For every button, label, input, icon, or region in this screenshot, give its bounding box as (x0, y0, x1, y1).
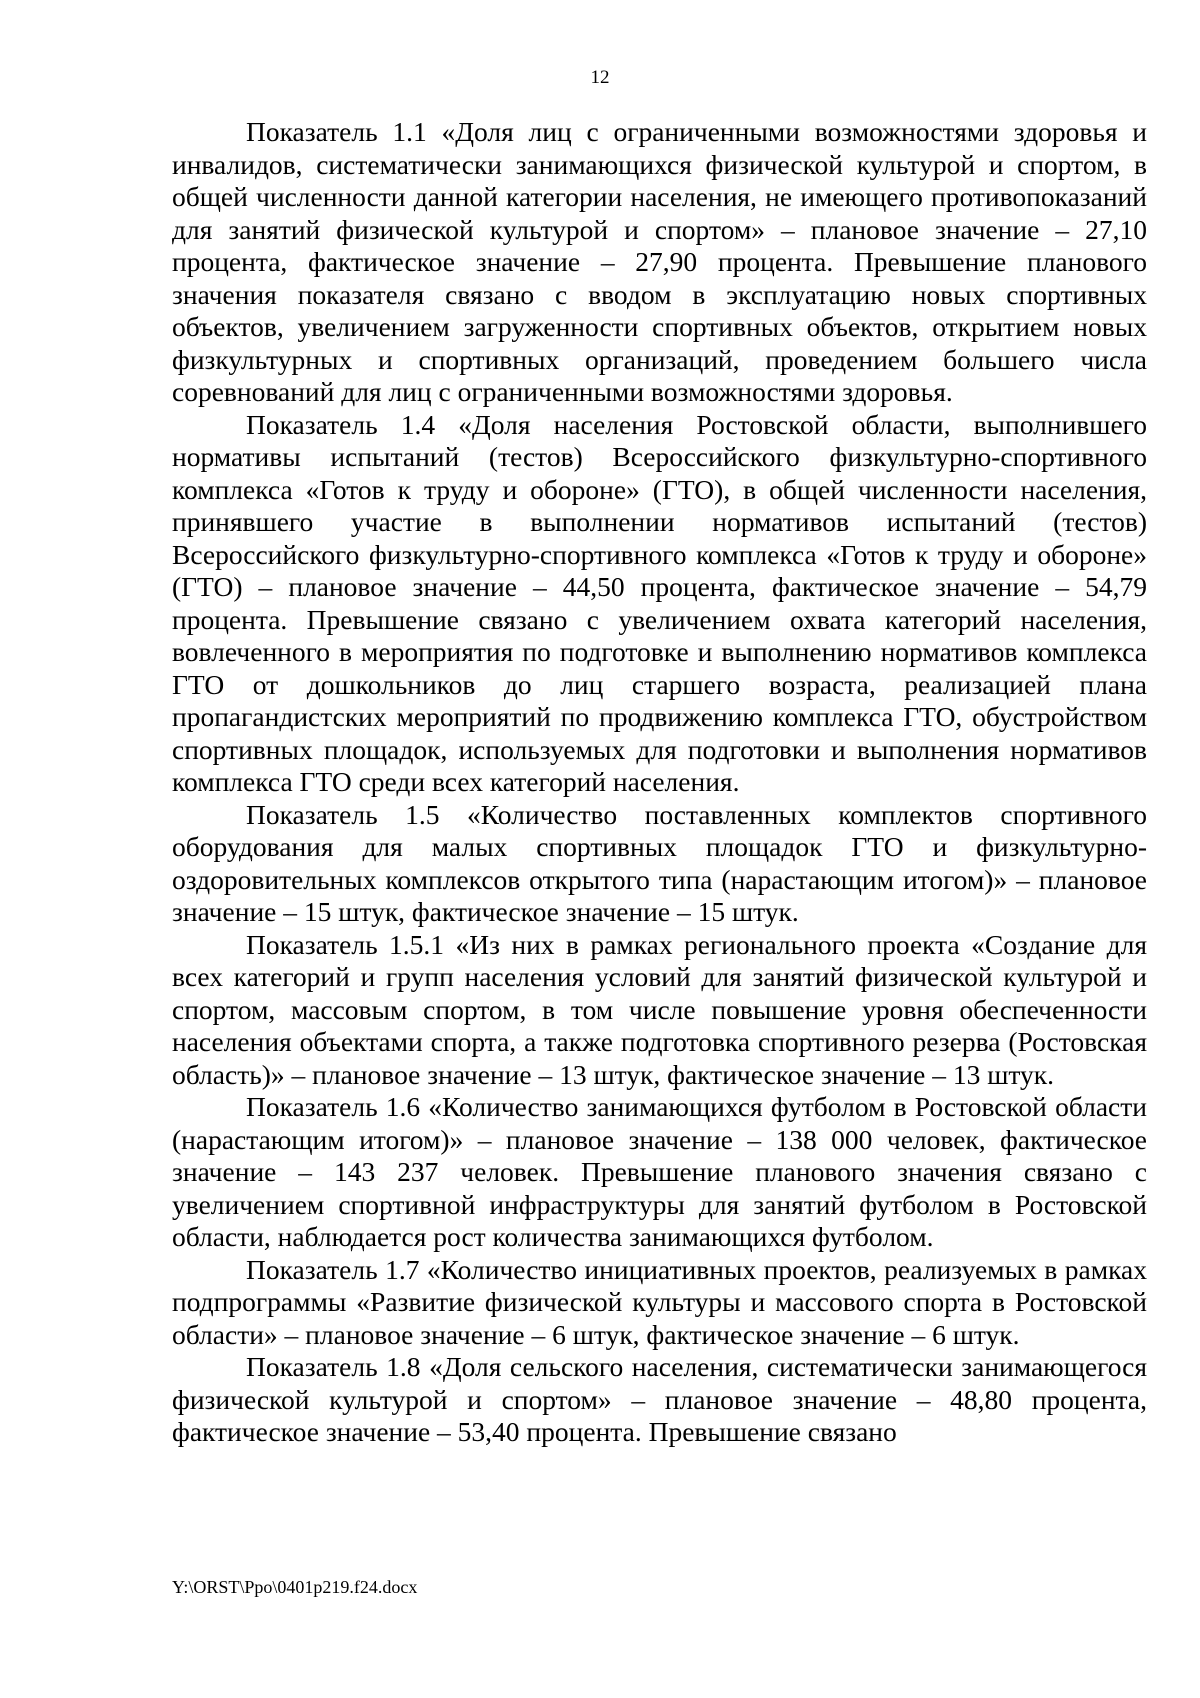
paragraph-indicator-1-5: Показатель 1.5 «Количество поставленных комплектов спортивного оборудования для малых спортивных площадок ГТО и физкультурно-оздоровительных комплексов открытого типа (нарастающим итогом)» – плановое значение – 15 штук, фактическое значение – 15 штук. (172, 798, 1147, 927)
page-number: 12 (590, 67, 610, 88)
paragraph-indicator-1-5-1: Показатель 1.5.1 «Из них в рамках регионального проекта «Создание для всех категорий и групп населения условий для занятий физической культурой и спортом, массовым спортом, в том числе повышение уровня обеспеченности населения объектами спорта, а также подготовка спортивного резерва (Ростовская область)» – плановое значение – 13 штук, фактическое значение – 13 штук. (172, 928, 1147, 1090)
paragraph-indicator-1-6: Показатель 1.6 «Количество занимающихся футболом в Ростовской области (нарастающим итогом)» – плановое значение – 138 000 человек, фактическое значение – 143 237 человек. Превышение планового значения связано с увеличением спортивной инфраструктуры для занятий футболом в Ростовской области, наблюдается рост количества занимающихся футболом. (172, 1091, 1147, 1252)
paragraph-indicator-1-7: Показатель 1.7 «Количество инициативных проектов, реализуемых в рамках подпрограммы «Развитие физической культуры и массового спорта в Ростовской области» – плановое значение – 6 штук, фактическое значение – 6 штук. (172, 1253, 1147, 1350)
paragraph-indicator-1-4: Показатель 1.4 «Доля населения Ростовской области, выполнившего нормативы испытаний (тестов) Всероссийского физкультурно-спортивного комплекса «Готов к труду и обороне» (ГТО), в общей численности населения, принявшего участие в выполнении нормативов испытаний (тестов) Всероссийского физкультурно-спортивного комплекса «Готов к труду и обороне» (ГТО) – плановое значение – 44,50 процента, фактическое значение – 54,79 процента. Превышение связано с увеличением охвата категорий населения, вовлеченного в мероприятия по подготовке и выполнению нормативов комплекса ГТО от дошкольников до лиц старшего возраста, реализацией плана пропагандистских мероприятий по продвижению комплекса ГТО, обустройством спортивных площадок, используемых для подготовки и выполнения нормативов комплекса ГТО среди всех категорий населения. (172, 408, 1147, 797)
paragraph-indicator-1-1: Показатель 1.1 «Доля лиц с ограниченными возможностями здоровья и инвалидов, систематически занимающихся физической культурой и спортом, в общей численности данной категории населения, не имеющего противопоказаний для занятий физической культурой и спортом» – плановое значение – 27,10 процента, фактическое значение – 27,90 процента. Превышение планового значения показателя связано с вводом в эксплуатацию новых спортивных объектов, увеличением загруженности спортивных объектов, открытием новых физкультурных и спортивных организаций, проведением большего числа соревнований для лиц с ограниченными возможностями здоровья. (172, 116, 1147, 407)
paragraph-indicator-1-8: Показатель 1.8 «Доля сельского населения, систематически занимающегося физической культурой и спортом» – плановое значение – 48,80 процента, фактическое значение – 53,40 процента. Превышение связано (172, 1351, 1147, 1447)
footer-file-path: Y:\ORST\Ppo\0401p219.f24.docx (172, 1577, 418, 1597)
document-body (172, 116, 1147, 1449)
